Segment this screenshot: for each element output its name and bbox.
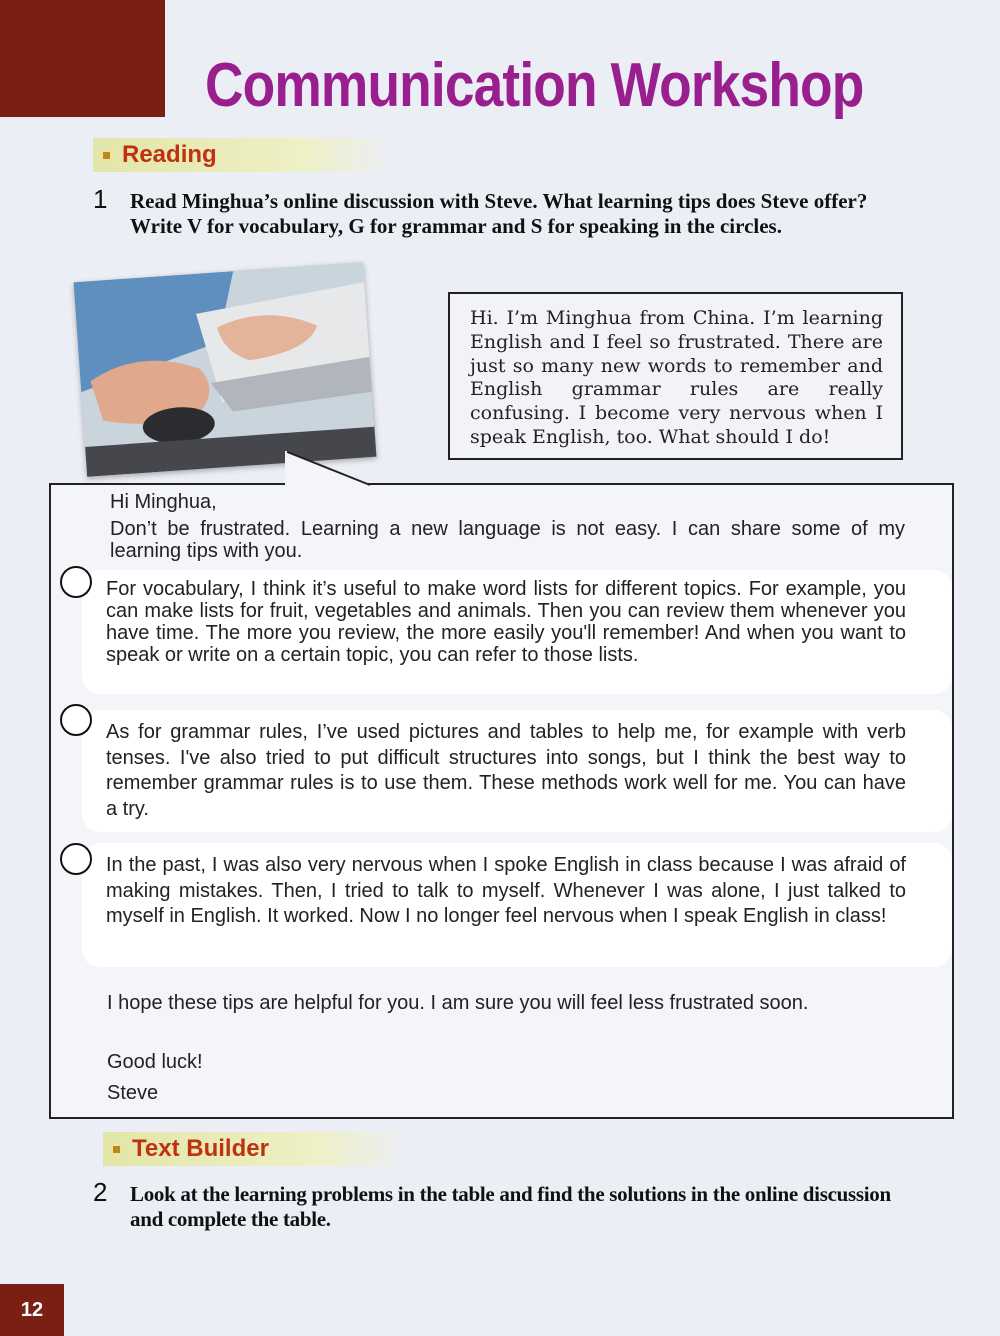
reply-sign-off: Good luck! (107, 1051, 203, 1073)
bullet-icon (111, 1144, 122, 1155)
answer-circle[interactable] (60, 704, 92, 736)
minghua-message: Hi. I’m Minghua from China. I’m learning English and I feel so frustrated. There are just so many new words to remember and English grammar rules are really confusing. I become very nervous when I speak English, too. What should I do! (448, 292, 903, 460)
bullet-icon (101, 150, 112, 161)
speech-bubble-tail (285, 445, 395, 487)
task-1-instruction (93, 184, 903, 239)
task-number: 2 (93, 1177, 108, 1207)
section-label: Text Builder (132, 1135, 269, 1162)
task-number: 1 (93, 184, 108, 214)
reply-closing: I hope these tips are helpful for you. I am sure you will feel less frustrated soon. (107, 992, 809, 1014)
tip-paragraph-grammar: As for grammar rules, I’ve used pictures and tables to help me, for example with verb tenses. I've also tried to put difficult structures into songs, but I think the best way to remember grammar rules is to use them. These methods work well for me. You can have a try. (82, 710, 952, 832)
page-title: Communication Workshop (205, 51, 864, 120)
reply-greeting: Hi Minghua, (110, 491, 217, 513)
section-header-text-builder (103, 1132, 408, 1166)
answer-circle[interactable] (60, 843, 92, 875)
reply-signature: Steve (107, 1082, 159, 1104)
corner-decoration (0, 0, 165, 117)
answer-circle[interactable] (60, 566, 92, 598)
section-header-reading (93, 138, 393, 172)
tip-paragraph-vocabulary: For vocabulary, I think it’s useful to make word lists for different topics. For example, you can make lists for fruit, vegetables and animals. Then you can review them whenever you have time. The more you review, the more easily you'll remember! And when you want to speak or write on a certain topic, you can refer to those lists. (82, 570, 952, 694)
task-text: Read Minghua’s online discussion with Steve. What learning tips does Steve offer? Write V for vocabulary, G for grammar and S for speaking in the circles. (130, 189, 868, 238)
task-text: Look at the learning problems in the table and find the solutions in the online discussion and complete the table. (130, 1182, 891, 1231)
section-label: Reading (122, 141, 217, 168)
reply-intro: Don’t be frustrated. Learning a new language is not easy. I can share some of my learning tips with you. (110, 518, 905, 562)
page-number: 12 (0, 1284, 64, 1336)
tip-paragraph-speaking: In the past, I was also very nervous when I spoke English in class because I was afraid of making mistakes. Then, I tried to talk to myself. Whenever I was alone, I just talked to myself in English. It worked. Now I no longer feel nervous when I speak English in class! (82, 843, 952, 967)
task-2-instruction (93, 1177, 893, 1232)
